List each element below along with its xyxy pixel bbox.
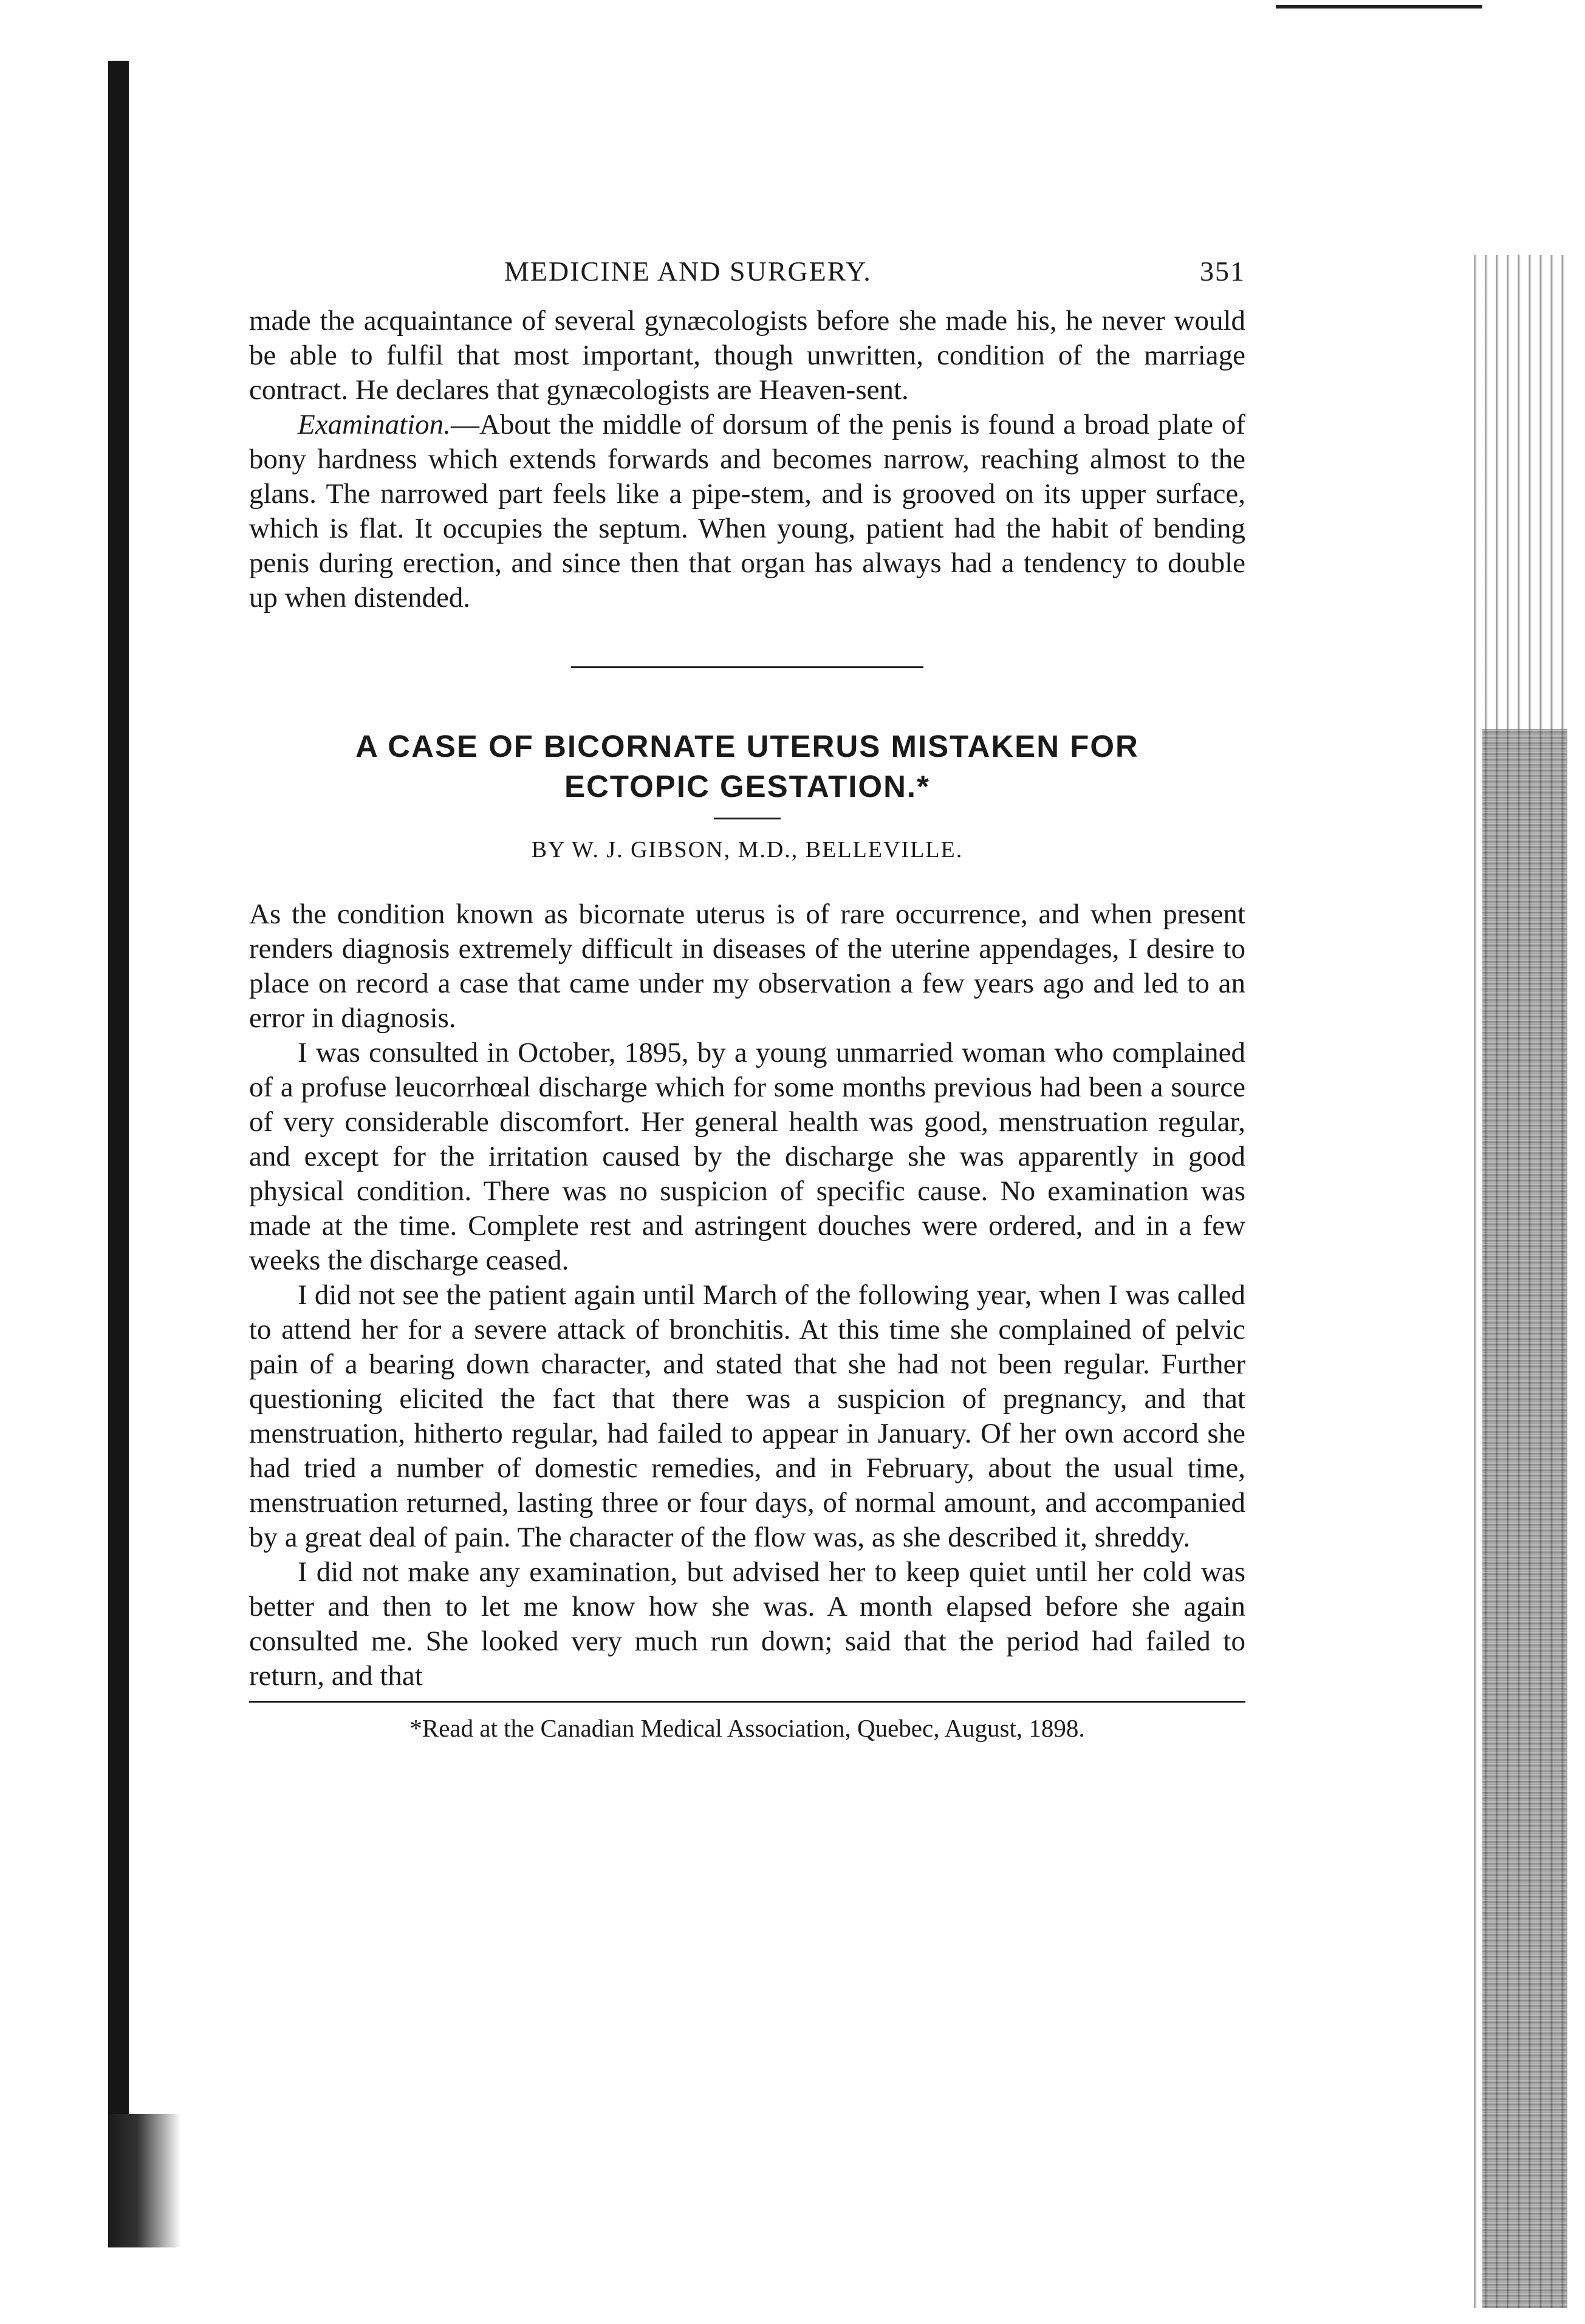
footnote: *Read at the Canadian Medical Association, Quebec, August, 1898. <box>409 1714 1085 1742</box>
journal-page <box>249 255 1245 1744</box>
scan-right-edge-texture <box>1482 729 1567 2308</box>
examination-paragraph <box>249 408 1245 615</box>
title-short-rule <box>714 818 781 819</box>
article <box>249 726 1245 1693</box>
article-paragraph: I was consulted in October, 1895, by a young unmarried woman who complained of a profuse leucorrhœal discharge which for some months previous had been a source of very considerable discomfort. Her general health was good, menstruation regular, and except for the irritation caused by the discharge she was apparently in good physical condition. There was no suspicion of specific cause. No examination was made at the time. Complete rest and astringent douches were ordered, and in a few weeks the discharge ceased. <box>249 1037 1245 1276</box>
footnote-rule <box>249 1701 1245 1703</box>
running-head-title: MEDICINE AND SURGERY. <box>504 256 872 287</box>
article-paragraph: I did not see the patient again until March of the following year, when I was called to attend her for a severe attack of bronchitis. At this time she complained of pelvic pain of a bearing down character, and stated that she had not been regular. Further questioning elicited the fact that there was a suspicion of pregnancy, and that menstruation, hitherto regular, had failed to appear in January. Of her own accord she had tried a number of domestic remedies, and in February, about the usual time, menstruation returned, lasting three or four days, of normal amount, and accompanied by a great deal of pain. The character of the flow was, as she described it, shreddy. <box>249 1279 1245 1553</box>
article-paragraph: I did not make any examination, but advised her to keep quiet until her cold was better and then to let me know how she was. A month elapsed before she again consulted me. She looked very much run down; said that the period had failed to return, and that <box>249 1556 1245 1692</box>
previous-article-ending <box>249 304 1245 615</box>
page-number: 351 <box>1200 256 1245 287</box>
previous-article-paragraph: made the acquaintance of several gynæcologists before she made his, he never would be able to fulfil that most important, though unwritten, condition of the marriage contract. He declares that gynæcologists are Heaven-sent. <box>249 305 1245 406</box>
scan-left-edge-blot <box>108 2114 181 2247</box>
running-head <box>249 255 1245 304</box>
section-divider-rule <box>571 666 923 668</box>
article-title-line-2: ECTOPIC GESTATION.* <box>564 769 930 804</box>
scan-top-edge-mark <box>1276 5 1482 9</box>
scan-left-edge-shadow <box>108 61 129 2247</box>
article-paragraph: As the condition known as bicornate uterus is of rare occurrence, and when present renders diagnosis extremely difficult in diseases of the uterine appendages, I desire to place on record a case that came under my observation a few years ago and led to an error in diagnosis. <box>249 898 1245 1034</box>
article-byline: BY W. J. GIBSON, M.D., BELLEVILLE. <box>531 837 964 863</box>
article-title-line-1: A CASE OF BICORNATE UTERUS MISTAKEN FOR <box>355 729 1139 764</box>
examination-lead: Examination. <box>298 409 451 440</box>
examination-text: —About the middle of dorsum of the penis is found a broad plate of bony hardness which extends forwards and becomes narrow, reaching almost to the glans. The narrowed part feels like a pipe-stem, and is grooved on its upper surface, which is flat. It occupies the septum. When young, patient had the habit of bending penis during erection, and since then that organ has always had a tendency to double up when distended. <box>249 409 1245 613</box>
article-title <box>249 726 1245 807</box>
